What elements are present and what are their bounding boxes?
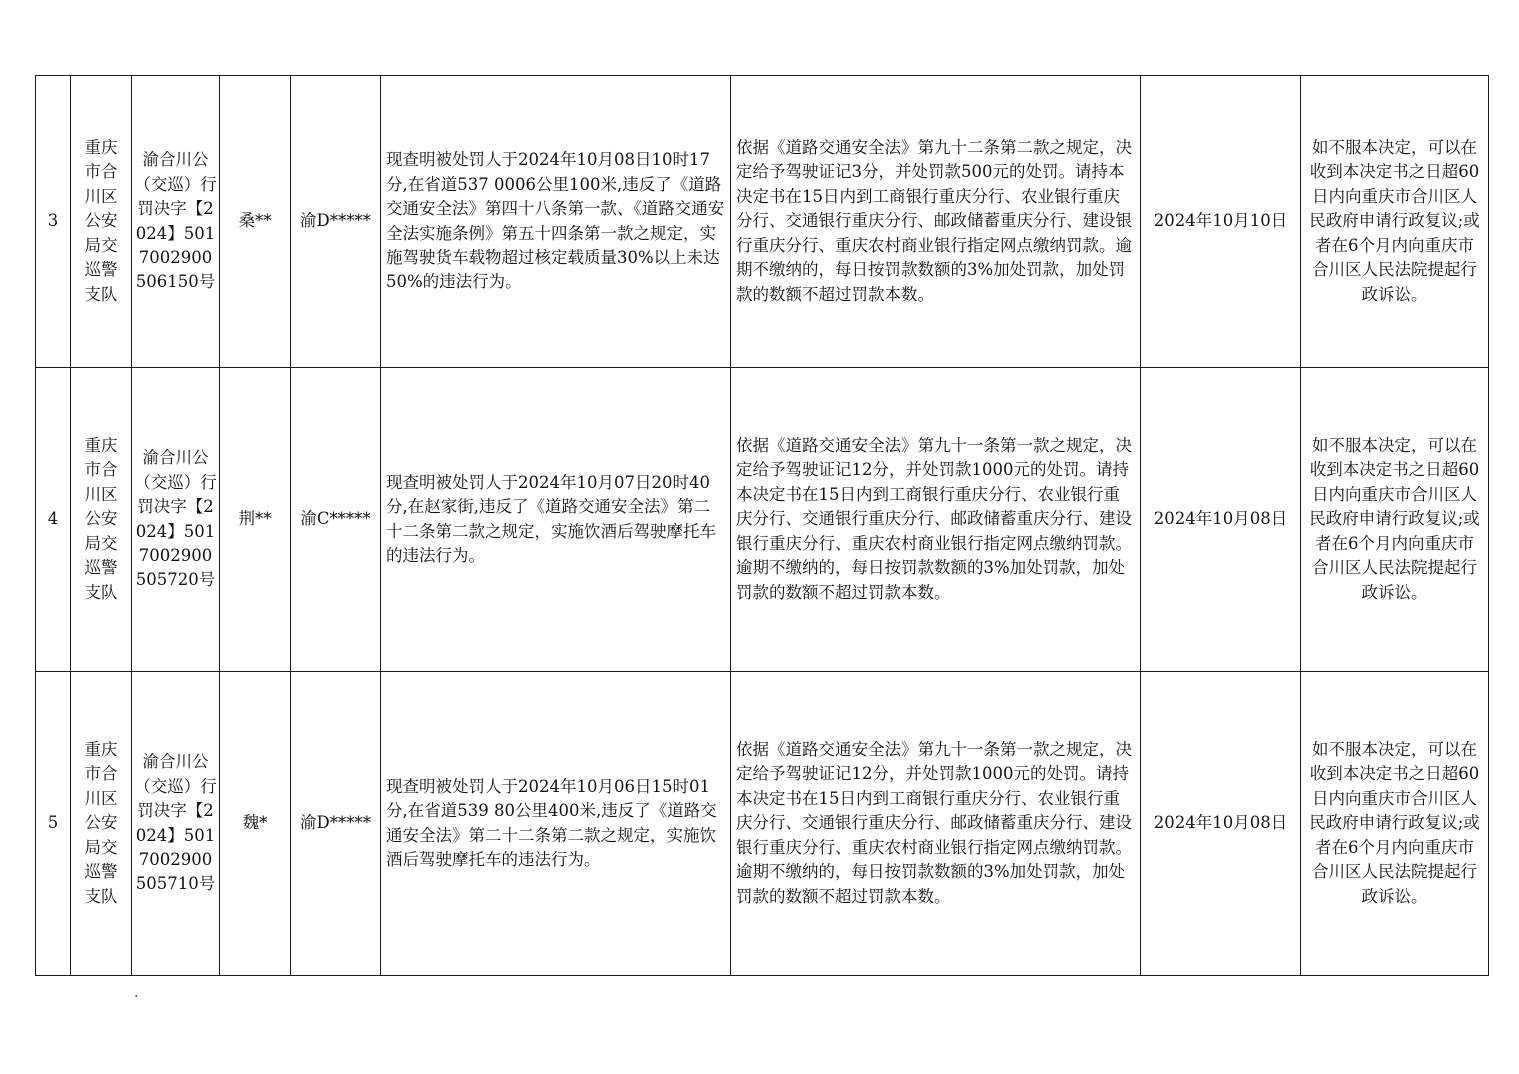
table-row <box>36 672 1489 976</box>
violation-facts: 现查明被处罚人于2024年10月06日15时01分,在省道539 80公里400米,违反了《道路交通安全法》第二十二条第二款之规定，实施饮酒后驾驶摩托车的违法行为。 <box>381 672 731 976</box>
issuing-unit: 重庆市合川区公安局交巡警支队 <box>71 672 132 976</box>
penalty-basis: 依据《道路交通安全法》第九十二条第二款之规定，决定给予驾驶证记3分，并处罚款500元的处罚。请持本决定书在15日内到工商银行重庆分行、农业银行重庆分行、交通银行重庆分行、邮政储蓄重庆分行、建设银行重庆分行、重庆农村商业银行指定网点缴纳罚款。逾期不缴纳的，每日按罚款数额的3%加处罚款，加处罚款的数额不超过罚款本数。 <box>731 76 1141 368</box>
violation-facts: 现查明被处罚人于2024年10月08日10时17分,在省道537 0006公里100米,违反了《道路交通安全法》第四十八条第一款、《道路交通安全法实施条例》第五十四条第一款之规定，实施驾驶货车载物超过核定载质量30%以上未达50%的违法行为。 <box>381 76 731 368</box>
penalty-basis: 依据《道路交通安全法》第九十一条第一款之规定，决定给予驾驶证记12分，并处罚款1000元的处罚。请持本决定书在15日内到工商银行重庆分行、农业银行重庆分行、交通银行重庆分行、邮政储蓄重庆分行、建设银行重庆分行、重庆农村商业银行指定网点缴纳罚款。逾期不缴纳的，每日按罚款数额的3%加处罚款，加处罚款的数额不超过罚款本数。 <box>731 672 1141 976</box>
decision-number: 渝合川公（交巡）行罚决字【2024】5017002900506150号 <box>132 76 220 368</box>
decision-number: 渝合川公（交巡）行罚决字【2024】5017002900505710号 <box>132 672 220 976</box>
table-row <box>36 76 1489 368</box>
decision-number: 渝合川公（交巡）行罚决字【2024】5017002900505720号 <box>132 368 220 672</box>
row-index: 3 <box>36 76 71 368</box>
plate-number: 渝D***** <box>291 76 381 368</box>
table-row <box>36 368 1489 672</box>
penalty-decision-table <box>35 75 1489 976</box>
row-index: 4 <box>36 368 71 672</box>
plate-number: 渝D***** <box>291 672 381 976</box>
decision-date: 2024年10月08日 <box>1141 368 1301 672</box>
legal-remedy: 如不服本决定，可以在收到本决定书之日超60日内向重庆市合川区人民政府申请行政复议;或者在6个月内向重庆市合川区人民法院提起行政诉讼。 <box>1301 76 1489 368</box>
plate-number: 渝C***** <box>291 368 381 672</box>
footer-mark: . <box>134 985 139 1001</box>
decision-date: 2024年10月10日 <box>1141 76 1301 368</box>
decision-date: 2024年10月08日 <box>1141 672 1301 976</box>
violation-facts: 现查明被处罚人于2024年10月07日20时40分,在赵家街,违反了《道路交通安全法》第二十二条第二款之规定，实施饮酒后驾驶摩托车的违法行为。 <box>381 368 731 672</box>
row-index: 5 <box>36 672 71 976</box>
offender-name: 荆** <box>220 368 291 672</box>
penalty-basis: 依据《道路交通安全法》第九十一条第一款之规定，决定给予驾驶证记12分，并处罚款1000元的处罚。请持本决定书在15日内到工商银行重庆分行、农业银行重庆分行、交通银行重庆分行、邮政储蓄重庆分行、建设银行重庆分行、重庆农村商业银行指定网点缴纳罚款。逾期不缴纳的，每日按罚款数额的3%加处罚款，加处罚款的数额不超过罚款本数。 <box>731 368 1141 672</box>
offender-name: 桑** <box>220 76 291 368</box>
issuing-unit: 重庆市合川区公安局交巡警支队 <box>71 368 132 672</box>
legal-remedy: 如不服本决定，可以在收到本决定书之日超60日内向重庆市合川区人民政府申请行政复议;或者在6个月内向重庆市合川区人民法院提起行政诉讼。 <box>1301 672 1489 976</box>
issuing-unit: 重庆市合川区公安局交巡警支队 <box>71 76 132 368</box>
offender-name: 魏* <box>220 672 291 976</box>
legal-remedy: 如不服本决定，可以在收到本决定书之日超60日内向重庆市合川区人民政府申请行政复议;或者在6个月内向重庆市合川区人民法院提起行政诉讼。 <box>1301 368 1489 672</box>
